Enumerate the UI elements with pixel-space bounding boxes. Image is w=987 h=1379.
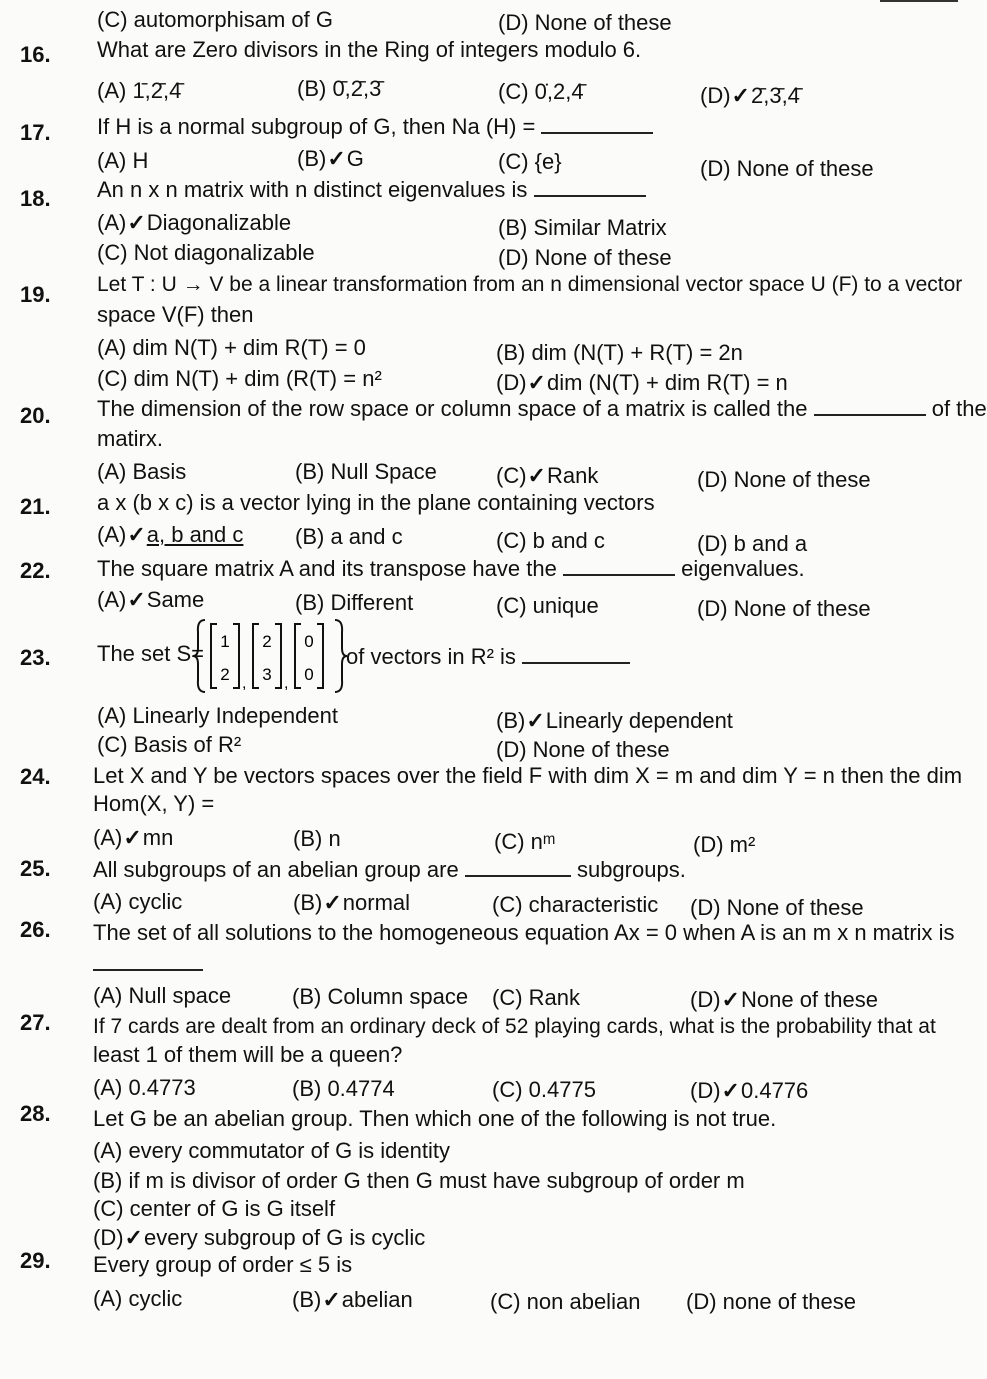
q26-option-a: (A) Null space xyxy=(93,983,232,1008)
q25-option-c: (C) characteristic xyxy=(492,892,659,917)
q16-option-c: (C) 0̇,2,4̄ xyxy=(498,79,584,104)
q16-option-d xyxy=(700,83,800,109)
vector2-bottom: 3 xyxy=(262,665,272,684)
q17-option-b-value: G xyxy=(346,146,364,171)
check-mark-icon: ✓ xyxy=(124,1225,143,1250)
q28-option-a: (A) every commutator of G is identity xyxy=(93,1138,450,1163)
q28-option-d-value: every subgroup of G is cyclic xyxy=(143,1225,426,1250)
q22-stem-end: eigenvalues. xyxy=(681,556,805,581)
q18-stem: An n x n matrix with n distinct eigenvalues is xyxy=(97,177,534,202)
q26-option-d-label: (D) xyxy=(690,987,721,1012)
q21-text: a x (b x c) is a vector lying in the plane containing vectors xyxy=(97,490,655,515)
q26-option-d-value: None of these xyxy=(740,987,878,1012)
q22-option-d: (D) None of these xyxy=(697,596,871,621)
q16-option-b: (B) 0̄,2̄,3̄ xyxy=(297,76,382,101)
q19-option-c: (C) dim N(T) + dim (R(T) = n² xyxy=(97,366,382,391)
q23-text-post xyxy=(346,644,630,670)
q20-stem: The dimension of the row space or column space of a matrix is called the xyxy=(97,396,808,421)
q17-stem: If H is a normal subgroup of G, then Na (H) = xyxy=(97,114,542,139)
vector3-top: 0 xyxy=(304,632,314,651)
check-mark-icon: ✓ xyxy=(721,1078,740,1103)
q24-option-c: (C) nᵐ xyxy=(494,829,556,854)
svg-text:,: , xyxy=(284,675,289,692)
q20-text-line2: matirx. xyxy=(97,426,163,451)
check-mark-icon: ✓ xyxy=(127,522,146,547)
q28-option-d-label: (D) xyxy=(93,1225,124,1250)
q21-option-b: (B) a and c xyxy=(295,524,403,549)
vector3-bottom: 0 xyxy=(304,665,314,684)
q25-number: 25. xyxy=(20,856,51,881)
q15-option-d: (D) None of these xyxy=(498,10,672,35)
q28-option-d xyxy=(93,1225,425,1251)
q20-text-line1 xyxy=(97,396,987,422)
q23-option-a: (A) Linearly Independent xyxy=(97,703,338,728)
q20-option-c-value: Rank xyxy=(546,463,599,488)
q17-option-d: (D) None of these xyxy=(700,156,874,181)
q25-option-a: (A) cyclic xyxy=(93,889,183,914)
q27-option-c: (C) 0.4775 xyxy=(492,1077,596,1102)
q22-option-a-label: (A) xyxy=(97,587,127,612)
check-mark-icon: ✓ xyxy=(731,83,750,108)
q23-option-c: (C) Basis of R² xyxy=(97,732,242,757)
q23-number: 23. xyxy=(20,645,51,670)
q26-option-d xyxy=(690,987,878,1013)
q29-option-d: (D) none of these xyxy=(686,1289,856,1314)
q25-stem-end: subgroups. xyxy=(576,857,686,882)
svg-text:,: , xyxy=(242,675,247,692)
q22-number: 22. xyxy=(20,558,51,583)
q21-number: 21. xyxy=(20,494,51,519)
q26-number: 26. xyxy=(20,917,51,942)
q29-option-b-value: abelian xyxy=(341,1287,413,1312)
answer-blank xyxy=(541,114,653,134)
q27-number: 27. xyxy=(20,1010,51,1035)
q18-option-c: (C) Not diagonalizable xyxy=(97,240,315,265)
q23-stem-end: of vectors in R² is xyxy=(346,644,516,669)
q24-option-a-value: mn xyxy=(142,825,174,850)
q17-option-a: (A) H xyxy=(97,148,149,173)
answer-blank xyxy=(814,396,926,416)
q17-option-c: (C) {e} xyxy=(498,149,562,174)
q20-option-c xyxy=(496,463,598,489)
q16-number: 16. xyxy=(20,42,51,67)
check-mark-icon: ✓ xyxy=(127,587,146,612)
answer-blank xyxy=(563,556,675,576)
vector2-top: 2 xyxy=(262,632,272,651)
q23-text-pre: The set S= xyxy=(97,641,205,666)
answer-blank xyxy=(522,644,630,664)
q16-text: What are Zero divisors in the Ring of integers modulo 6. xyxy=(97,37,642,62)
q26-option-c: (C) Rank xyxy=(492,985,581,1010)
q25-option-b-value: normal xyxy=(342,890,411,915)
q19-number: 19. xyxy=(20,282,51,307)
q23-option-b xyxy=(496,708,733,734)
vector1-top: 1 xyxy=(220,632,230,651)
q29-option-a: (A) cyclic xyxy=(93,1286,183,1311)
check-mark-icon: ✓ xyxy=(322,1287,341,1312)
q19-text-line1: Let T : U → V be a linear transformation from an n dimensional vector space U (F) to a vector xyxy=(97,273,963,296)
q24-option-b: (B) n xyxy=(293,826,341,851)
q28-option-c: (C) center of G is G itself xyxy=(93,1196,336,1221)
q25-stem: All subgroups of an abelian group are xyxy=(93,857,459,882)
q24-number: 24. xyxy=(20,764,51,789)
q17-number: 17. xyxy=(20,120,51,145)
vector-set-braces xyxy=(195,618,345,694)
top-rule xyxy=(880,0,958,2)
q29-text: Every group of order ≤ 5 is xyxy=(93,1252,353,1277)
q16-option-a: (A) 1̄,2̄,4̄ xyxy=(97,78,182,103)
q22-option-b: (B) Different xyxy=(295,590,414,615)
answer-blank xyxy=(534,177,646,197)
q21-option-d: (D) b and a xyxy=(697,531,808,556)
q29-option-b xyxy=(292,1287,413,1313)
q21-option-a-value: a, b and c xyxy=(146,522,244,547)
q24-text-line1: Let X and Y be vectors spaces over the field F with dim X = m and dim Y = n then the dim xyxy=(93,763,963,788)
q19-option-a: (A) dim N(T) + dim R(T) = 0 xyxy=(97,335,366,360)
q26-option-b: (B) Column space xyxy=(292,984,469,1009)
check-mark-icon: ✓ xyxy=(527,370,546,395)
q24-text-line2: Hom(X, Y) = xyxy=(93,791,215,816)
q22-stem: The square matrix A and its transpose have the xyxy=(97,556,557,581)
q25-text xyxy=(93,857,686,883)
q28-option-b: (B) if m is divisor of order G then G must have subgroup of order m xyxy=(93,1168,745,1193)
q27-option-d-label: (D) xyxy=(690,1078,721,1103)
q21-option-a-label: (A) xyxy=(97,522,127,547)
check-mark-icon: ✓ xyxy=(123,825,142,850)
check-mark-icon: ✓ xyxy=(527,463,546,488)
q27-option-d xyxy=(690,1078,808,1104)
q19-text-line2: space V(F) then xyxy=(97,302,254,327)
q25-option-b xyxy=(293,890,410,916)
check-mark-icon: ✓ xyxy=(323,890,342,915)
q18-text xyxy=(97,177,646,203)
q16-option-d-label: (D) xyxy=(700,83,731,108)
q20-option-b: (B) Null Space xyxy=(295,459,437,484)
q20-option-a: (A) Basis xyxy=(97,459,187,484)
q18-option-a-value: Diagonalizable xyxy=(146,210,292,235)
q27-option-b: (B) 0.4774 xyxy=(292,1076,395,1101)
answer-blank xyxy=(93,969,203,971)
q23-option-d: (D) None of these xyxy=(496,737,670,762)
q26-text: The set of all solutions to the homogeneous equation Ax = 0 when A is an m x n matrix is xyxy=(93,920,955,945)
q17-text xyxy=(97,114,653,140)
q21-option-a xyxy=(97,522,243,548)
q29-option-c: (C) non abelian xyxy=(490,1289,641,1314)
q22-text xyxy=(97,556,805,582)
q17-option-b xyxy=(297,146,364,172)
q27-text-line2: least 1 of them will be a queen? xyxy=(93,1042,403,1067)
q17-option-b-label: (B) xyxy=(297,146,327,171)
q29-option-b-label: (B) xyxy=(292,1287,322,1312)
q18-option-a xyxy=(97,210,291,236)
q27-text-line1: If 7 cards are dealt from an ordinary deck of 52 playing cards, what is the probability that at xyxy=(93,1015,936,1038)
q25-option-b-label: (B) xyxy=(293,890,323,915)
q28-text: Let G be an abelian group. Then which one of the following is not true. xyxy=(93,1106,777,1131)
q29-number: 29. xyxy=(20,1248,51,1273)
q19-option-d-value: dim (N(T) + dim R(T) = n xyxy=(546,370,788,395)
q27-option-d-value: 0.4776 xyxy=(740,1078,809,1103)
check-mark-icon: ✓ xyxy=(327,146,346,171)
q20-stem-end: of the xyxy=(931,396,987,421)
q18-number: 18. xyxy=(20,186,51,211)
q24-option-a xyxy=(93,825,173,851)
q22-option-a-value: Same xyxy=(146,587,205,612)
q20-number: 20. xyxy=(20,403,51,428)
q28-number: 28. xyxy=(20,1101,51,1126)
q23-option-b-value: Linearly dependent xyxy=(545,708,733,733)
q19-option-b: (B) dim (N(T) + R(T) = 2n xyxy=(496,340,743,365)
check-mark-icon: ✓ xyxy=(721,987,740,1012)
q18-option-a-label: (A) xyxy=(97,210,127,235)
check-mark-icon: ✓ xyxy=(526,708,545,733)
q23-option-b-label: (B) xyxy=(496,708,526,733)
q18-option-b: (B) Similar Matrix xyxy=(498,215,667,240)
q24-option-a-label: (A) xyxy=(93,825,123,850)
q25-option-d: (D) None of these xyxy=(690,895,864,920)
q19-option-d-label: (D) xyxy=(496,370,527,395)
q24-option-d: (D) m² xyxy=(693,832,756,857)
q21-option-c: (C) b and c xyxy=(496,528,605,553)
q16-option-d-value: 2̄,3̄,4̄ xyxy=(750,83,800,108)
vector1-bottom: 2 xyxy=(220,665,230,684)
q15-option-c: (C) automorphisam of G xyxy=(97,7,333,32)
q19-option-d xyxy=(496,370,788,396)
q22-option-a xyxy=(97,587,204,613)
q22-option-c: (C) unique xyxy=(496,593,599,618)
q27-option-a: (A) 0.4773 xyxy=(93,1075,196,1100)
answer-blank xyxy=(465,857,571,877)
check-mark-icon: ✓ xyxy=(127,210,146,235)
q18-option-d: (D) None of these xyxy=(498,245,672,270)
q20-option-d: (D) None of these xyxy=(697,467,871,492)
q20-option-c-label: (C) xyxy=(496,463,527,488)
